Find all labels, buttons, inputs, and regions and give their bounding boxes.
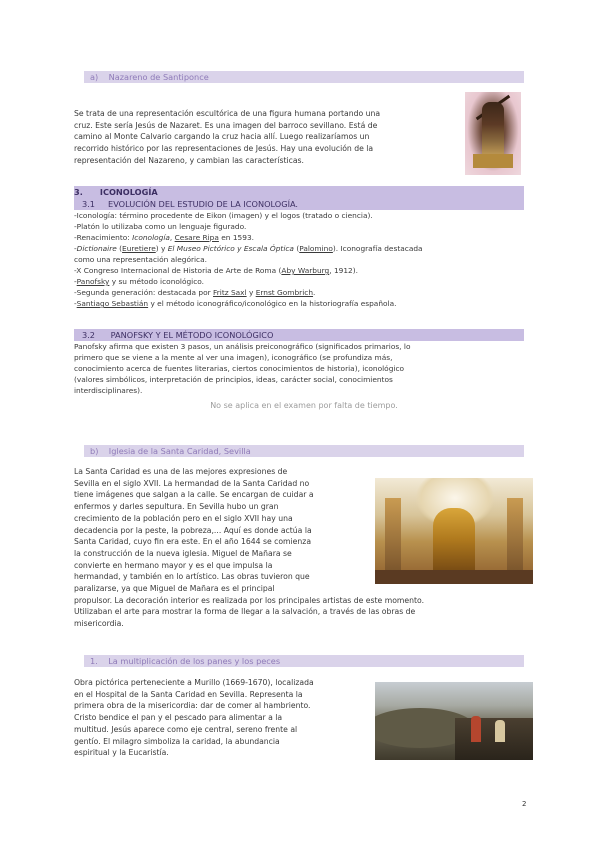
section-3-heading-band [74,186,524,198]
panofsky-paragraph [74,341,534,396]
text-line: camino al Monte Calvario cargando la cruz hacia allí. Luego realizaríamos un [74,132,370,142]
section-3-2-heading-band [74,329,524,341]
nazareno-image [465,92,521,175]
text-line: La Santa Caridad es una de las mejores expresiones de [74,467,288,476]
iconology-list [74,210,534,309]
list-item: -Iconología: término procedente de Eikon (imagen) y el logos (tratado o ciencia). [74,211,373,220]
section-3-1-heading-band [74,198,524,210]
list-item: -Panofsky y su método iconológico. [74,277,205,286]
text-line: la construcción de la nueva iglesia. Miguel de Mañara se [74,548,292,558]
aby-warburg-link[interactable]: Aby Warburg [281,266,330,275]
list-item: -Platón lo utilizaba como un lenguaje figurado. [74,222,247,231]
euretiere-link[interactable]: Euretiere [122,244,156,253]
section-1-heading: 1. La multiplicación de los panes y los peces [90,656,281,666]
cesare-ripa-link[interactable]: Cesare Ripa [174,233,219,242]
text-line: Sevilla en el siglo XVII. La hermandad de la Santa Caridad no [74,478,310,488]
text-line: Obra pictórica perteneciente a Murillo (1669-1670), localizada [74,678,314,687]
text-line: primero que se viene a la mente al ver una imagen), iconográfico (se profundiza más, [74,353,393,362]
list-item: -X Congreso Internacional de Historia de Arte de Roma (Aby Warburg, 1912). [74,266,358,275]
text-line: interdisciplinares). [74,386,143,395]
text-line: (valores simbólicos, interpretación de principios, ideas, carácter social, conocimientos [74,375,393,384]
text-line: hermandad, y también en lo artístico. Las obras tuvieron que [74,572,310,582]
text-line: propulsor. La decoración interior es realizada por los principales artistas de este momento. [74,595,425,605]
text-line: Utilizaban el arte para mostrar la forma de llegar a la salvación, a través de las obras de [74,607,416,617]
section-a-text [74,108,459,167]
text-line: Santa Caridad, cuyo fin era este. En el año 1644 se comienza [74,537,312,547]
ernst-gombrich-link[interactable]: Ernst Gombrich [255,288,314,297]
text-line: enfermos y darles sepultura. En Sevilla hubo un gran [74,502,279,512]
text-line: recorrido histórico por las representaciones de Jesús. Hay una evolución de la [74,144,374,154]
section-3-2-heading: 3.2 PANOFSKY Y EL MÉTODO ICONOLÓGICO [82,330,274,340]
text-line: decadencia por la peste, la pobreza,... Aquí es donde actúa la [74,525,312,535]
list-item: -Segunda generación: destacada por Fritz Saxl y Ernst Gombrich. [74,288,316,297]
text-line: misericordia. [74,619,124,629]
text-line: primera obra de la misericordia: dar de comer al hambriento. [74,701,311,711]
text-line: crecimiento de la población pero en el siglo XVII hay una [74,513,293,523]
santiago-sebastian-link[interactable]: Santiago Sebastián [76,299,149,308]
section-a-heading-band [84,71,524,83]
section-3-heading: 3. ICONOLOGÍA [74,187,158,197]
text-line: gentío. El milagro simboliza la caridad, la abundancia [74,736,280,746]
text-line: espiritual y la Eucaristía. [74,748,169,758]
section-a-heading: a) Nazareno de Santiponce [90,72,209,82]
text-line: convierte en hermano mayor y es el que impulsa la [74,560,273,570]
text-line: Panofsky afirma que existen 3 pasos, un análisis preiconográfico (significados primarios, lo [74,342,411,351]
section-b-heading-band [84,445,524,457]
palomino-link[interactable]: Palomino [299,244,333,253]
list-item: -Santiago Sebastián y el método iconográfico/iconológico en la historiografía española. [74,299,397,308]
text-line: representación del Nazareno, y cambian las características. [74,155,304,165]
exam-note: No se aplica en el examen por falta de tiempo. [210,401,398,410]
section-3-1-heading: 3.1 EVOLUCIÓN DEL ESTUDIO DE LA ICONOLOGÍA. [82,199,299,209]
text-line: cruz. Este sería Jesús de Nazaret. Es una imagen del barroco sevillano. Está de [74,120,378,130]
panofsky-link[interactable]: Panofsky [76,277,110,286]
text-line: en el Hospital de la Santa Caridad en Sevilla. Representa la [74,689,303,699]
text-line: Se trata de una representación escultórica de una figura humana portando una [74,109,381,118]
section-1-heading-band [84,655,524,667]
section-1-text [74,677,374,759]
multiplicacion-painting-image [375,682,533,760]
list-item: -Dictionaire (Euretiere) y El Museo Pictórico y Escala Óptica (Palomino). Iconografía destacada [74,244,423,253]
santa-caridad-church-image [375,478,533,584]
text-line: paralizarse, ya que Miguel de Mañara es el principal [74,584,275,594]
list-item: -Renacimiento: Iconología, Cesare Ripa en 1593. [74,233,254,242]
page-number: 2 [522,800,527,808]
fritz-saxl-link[interactable]: Fritz Saxl [213,288,247,297]
section-b-heading: b) Iglesia de la Santa Caridad, Sevilla [90,446,251,456]
text-line: multitud. Jesús aparece como eje central, sereno frente al [74,724,298,734]
text-line: Cristo bendice el pan y el pescado para alimentar a la [74,713,283,723]
text-line: tiene imágenes que salgan a la calle. Se encargan de cuidar a [74,490,314,500]
text-line: conocimiento acerca de fuentes literarias, ciertos conocimientos de historia), iconológico [74,364,405,373]
list-item: como una representación alegórica. [74,255,207,264]
